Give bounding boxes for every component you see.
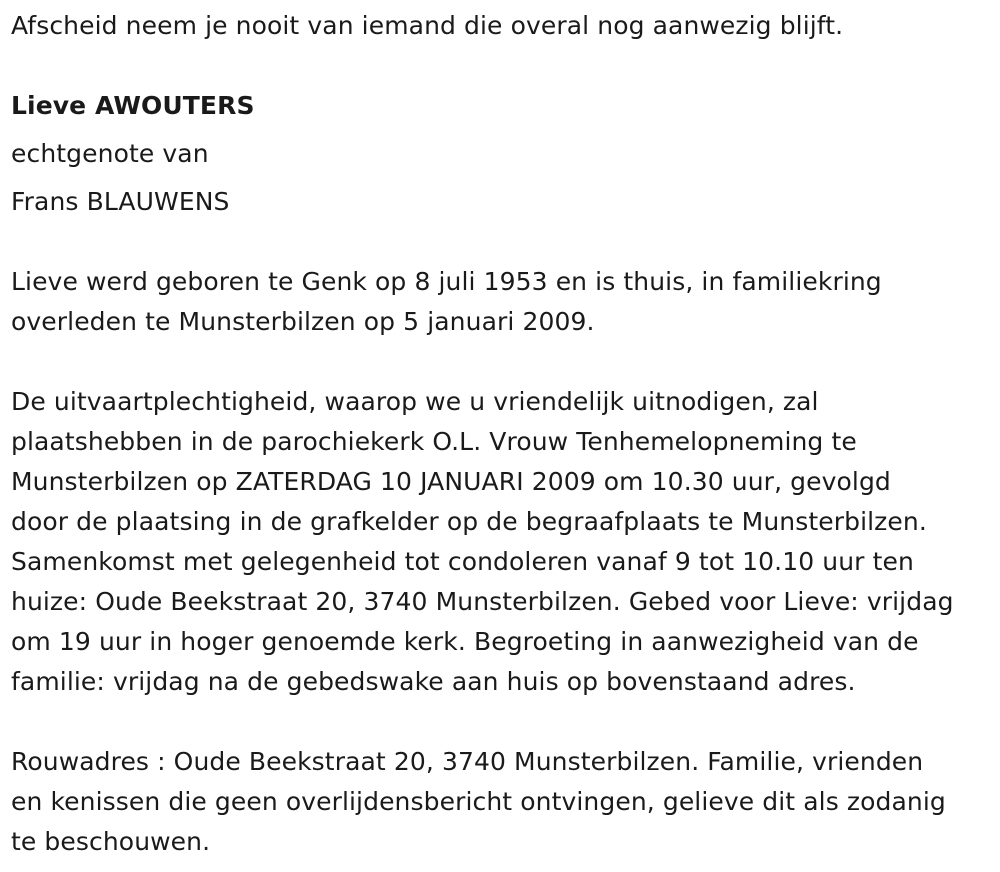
- spacer: [11, 702, 996, 742]
- paragraph-line: te beschouwen.: [11, 827, 211, 856]
- obituary-document: [11, 0, 996, 862]
- paragraph-funeral: [11, 382, 996, 702]
- paragraph-line: overleden te Munsterbilzen op 5 januari 2009.: [11, 307, 595, 336]
- paragraph-line: Munsterbilzen op ZATERDAG 10 JANUARI 2009 om 10.30 uur, gevolgd: [11, 467, 891, 496]
- paragraph-line: plaatshebben in de parochiekerk O.L. Vrouw Tenhemelopneming te: [11, 427, 857, 456]
- paragraph-birth-death: [11, 262, 996, 342]
- paragraph-line: en kenissen die geen overlijdensbericht ontvingen, gelieve dit als zodanig: [11, 787, 946, 816]
- spacer: [11, 342, 996, 382]
- paragraph-line: om 19 uur in hoger genoemde kerk. Begroeting in aanwezigheid van de: [11, 627, 919, 656]
- spouse-name: Frans BLAUWENS: [11, 187, 230, 216]
- relation-text: echtgenote van: [11, 139, 209, 168]
- paragraph-line: Lieve werd geboren te Genk op 8 juli 1953 en is thuis, in familiekring: [11, 267, 882, 296]
- paragraph-line: door de plaatsing in de grafkelder op de begraafplaats te Munsterbilzen.: [11, 507, 927, 536]
- paragraph-line: familie: vrijdag na de gebedswake aan huis op bovenstaand adres.: [11, 667, 856, 696]
- spacer: [11, 46, 996, 86]
- paragraph-line: huize: Oude Beekstraat 20, 3740 Munsterbilzen. Gebed voor Lieve: vrijdag: [11, 587, 954, 616]
- motto: Afscheid neem je nooit van iemand die overal nog aanwezig blijft.: [11, 11, 844, 40]
- paragraph-line: Samenkomst met gelegenheid tot condoleren vanaf 9 tot 10.10 uur ten: [11, 547, 914, 576]
- paragraph-address: [11, 742, 996, 862]
- spacer: [11, 222, 996, 262]
- deceased-name: Lieve AWOUTERS: [11, 91, 255, 120]
- paragraph-line: Rouwadres : Oude Beekstraat 20, 3740 Munsterbilzen. Familie, vrienden: [11, 747, 924, 776]
- paragraph-line: De uitvaartplechtigheid, waarop we u vriendelijk uitnodigen, zal: [11, 387, 819, 416]
